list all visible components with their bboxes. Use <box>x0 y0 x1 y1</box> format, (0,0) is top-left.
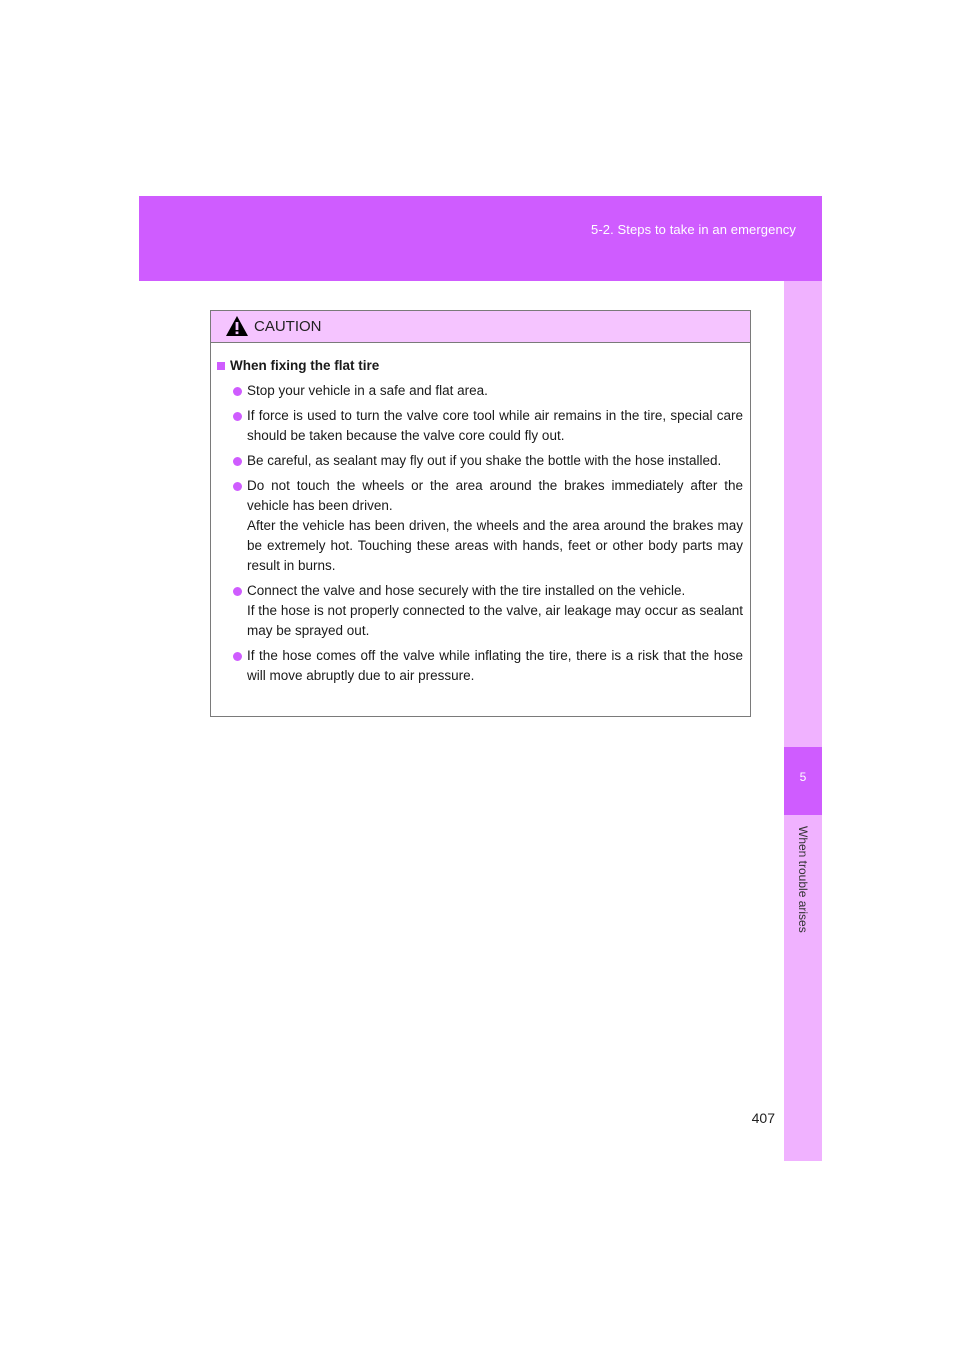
item-line: If force is used to turn the valve core tool while air remains in the tire, special care should be taken because the valve core could fly out. <box>247 408 743 443</box>
square-bullet-icon <box>217 362 225 370</box>
list-item <box>217 646 743 686</box>
list-item <box>217 476 743 576</box>
page-number: 407 <box>751 1110 775 1126</box>
bullet-dot-icon <box>233 412 242 421</box>
item-line: After the vehicle has been driven, the wheels and the area around the brakes may be extremely hot. Touching these areas with hands, feet or other body parts may result in burns. <box>247 518 743 573</box>
item-line: Connect the valve and hose securely with the tire installed on the vehicle. <box>247 583 686 598</box>
caution-header <box>211 311 750 343</box>
caution-heading <box>217 356 743 376</box>
side-strip <box>784 281 822 1161</box>
item-line: If the hose is not properly connected to the valve, air leakage may occur as sealant may be sprayed out. <box>247 603 743 638</box>
chapter-number: 5 <box>799 770 807 784</box>
bullet-dot-icon <box>233 482 242 491</box>
caution-heading-text: When fixing the flat tire <box>230 358 380 373</box>
list-item <box>217 381 743 401</box>
caution-body <box>211 343 750 686</box>
item-line: If the hose comes off the valve while inflating the tire, there is a risk that the hose will move abruptly due to air pressure. <box>247 648 743 683</box>
header-band <box>139 196 822 281</box>
caution-title: CAUTION <box>254 318 322 335</box>
bullet-dot-icon <box>233 587 242 596</box>
bullet-dot-icon <box>233 652 242 661</box>
bullet-dot-icon <box>233 457 242 466</box>
item-line: Do not touch the wheels or the area around the brakes immediately after the vehicle has been driven. <box>247 478 743 513</box>
chapter-label-text: When trouble arises <box>796 826 810 933</box>
bullet-dot-icon <box>233 387 242 396</box>
warning-triangle-icon <box>225 315 249 337</box>
item-line: Stop your vehicle in a safe and flat area. <box>247 383 488 398</box>
list-item <box>217 581 743 641</box>
section-title: 5-2. Steps to take in an emergency <box>590 222 796 237</box>
chapter-tab[interactable] <box>784 747 822 815</box>
caution-box <box>210 310 751 717</box>
item-line: Be careful, as sealant may fly out if you shake the bottle with the hose installed. <box>247 453 722 468</box>
list-item <box>217 406 743 446</box>
list-item <box>217 451 743 471</box>
chapter-label <box>784 826 822 956</box>
